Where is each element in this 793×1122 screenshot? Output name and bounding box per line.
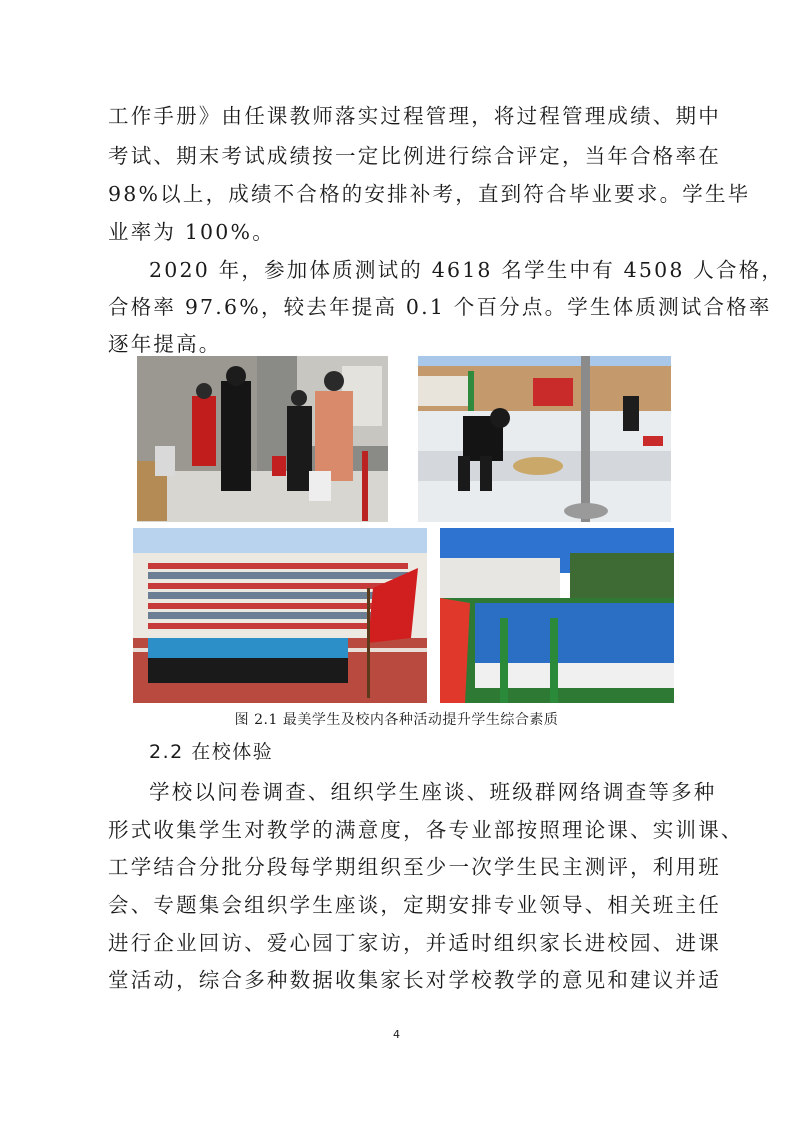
photo-student-hallway — [137, 356, 388, 522]
photo-sweeping-snow — [418, 356, 671, 522]
para3-line-4: 会、专题集会组织学生座谈，定期安排专业领导、相关班主任 — [108, 893, 721, 917]
para3-line-3: 工学结合分批分段每学期组织至少一次学生民主测评，利用班 — [108, 855, 721, 879]
para3-line-2: 形式收集学生对教学的满意度，各专业部按照理论课、实训课、 — [108, 818, 744, 842]
page-number: 4 — [393, 1028, 400, 1041]
para2-line-3: 逐年提高。 — [108, 332, 222, 356]
para1-line-4: 业率为 100%。 — [108, 220, 275, 244]
para3-line-1: 学校以问卷调查、组织学生座谈、班级群网络调查等多种 — [149, 780, 717, 804]
photo-field-assembly — [440, 528, 674, 703]
photo-parade-march — [133, 528, 427, 703]
para2-line-1: 2020 年，参加体质测试的 4618 名学生中有 4508 人合格， — [149, 258, 785, 282]
para1-line-2: 考试、期末考试成绩按一定比例进行综合评定，当年合格率在 — [108, 144, 721, 168]
para2-line-2: 合格率 97.6%，较去年提高 0.1 个百分点。学生体质测试合格率 — [108, 295, 772, 319]
para3-line-5: 进行企业回访、爱心园丁家访，并适时组织家长进校园、进课 — [108, 931, 721, 955]
section-heading: 2.2 在校体验 — [149, 741, 274, 763]
para1-line-3: 98%以上，成绩不合格的安排补考，直到符合毕业要求。学生毕 — [108, 182, 751, 206]
figure-caption: 图 2.1 最美学生及校内各种活动提升学生综合素质 — [234, 712, 559, 728]
para3-line-6: 堂活动，综合多种数据收集家长对学校教学的意见和建议并适 — [108, 968, 721, 992]
para1-line-1: 工作手册》由任课教师落实过程管理，将过程管理成绩、期中 — [108, 104, 721, 128]
